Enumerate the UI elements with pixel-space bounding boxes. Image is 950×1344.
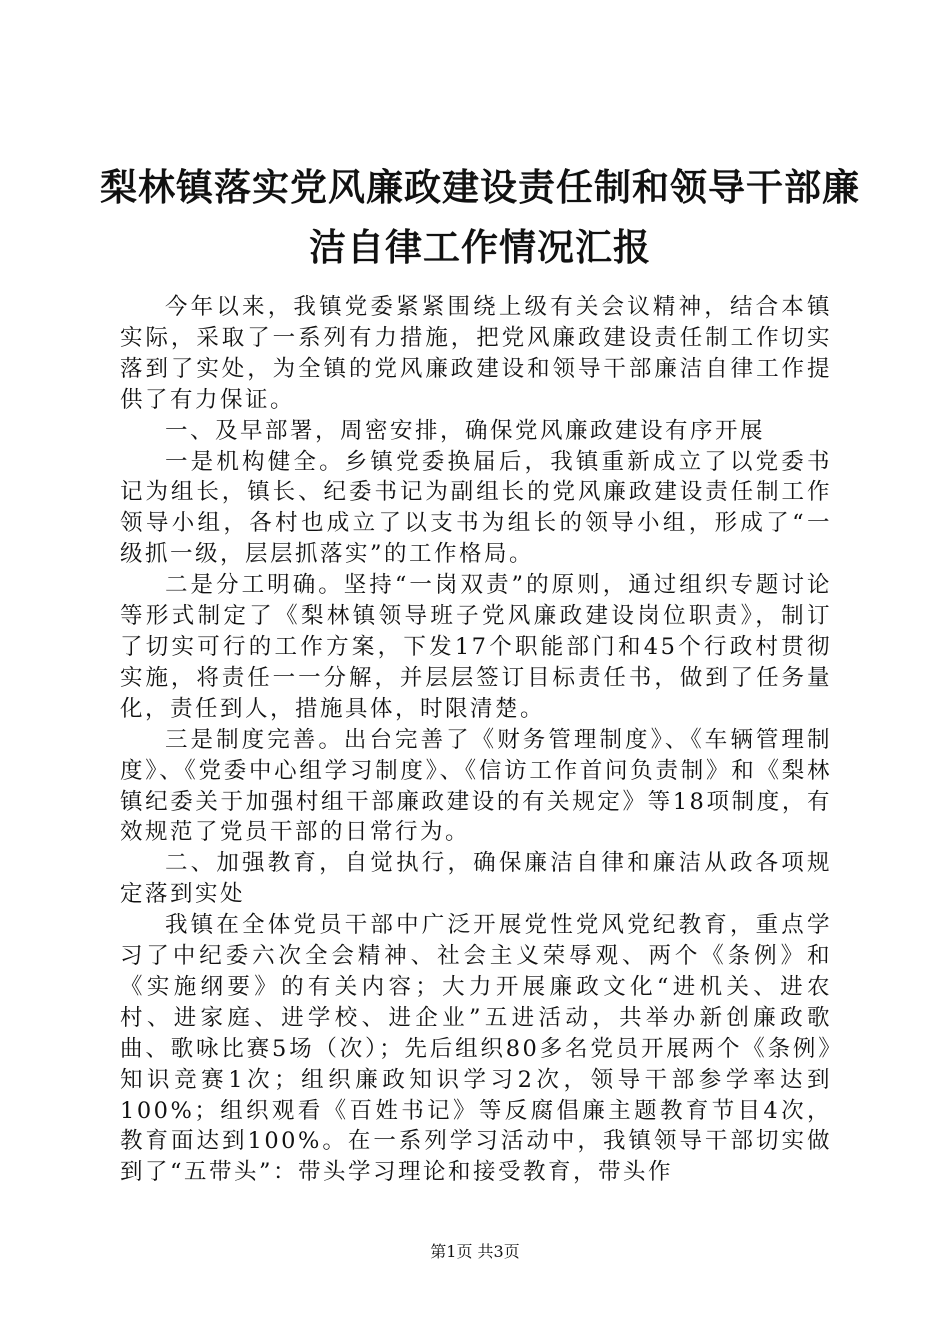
paragraph-organization: 一是机构健全。乡镇党委换届后，我镇重新成立了以党委书记为组长，镇长、纪委书记为副组长的党风廉政建设责任制工作领导小组，各村也成立了以支书为组长的领导小组，形成了“一级抓一级，层层抓落实”的工作格局。	[120, 448, 832, 568]
paragraph-division-of-labor: 二是分工明确。坚持“一岗双责”的原则，通过组织专题讨论等形式制定了《梨林镇领导班子党风廉政建设岗位职责》，制订了切实可行的工作方案，下发17个职能部门和45个行政村贯彻实施，将责任一一分解，并层层签订目标责任书，做到了任务量化，责任到人，措施具体，时限清楚。	[120, 572, 832, 722]
paragraph-system: 三是制度完善。出台完善了《财务管理制度》、《车辆管理制度》、《党委中心组学习制度》、《信访工作首问负责制》和《梨林镇纪委关于加强村组干部廉政建设的有关规定》等18项制度，有效规范了党员干部的日常行为。	[120, 726, 832, 846]
paragraph-education: 我镇在全体党员干部中广泛开展党性党风党纪教育，重点学习了中纪委六次全会精神、社会主义荣辱观、两个《条例》和《实施纲要》的有关内容；大力开展廉政文化“进机关、进农村、进家庭、进学校、进企业”五进活动，共举办新创廉政歌曲、歌咏比赛5场（次）；先后组织80多名党员开展两个《条例》知识竞赛1次；组织廉政知识学习2次，领导干部参学率达到100%；组织观看《百姓书记》等反腐倡廉主题教育节目4次，教育面达到100%。在一系列学习活动中，我镇领导干部切实做到了“五带头”：带头学习理论和接受教育，带头作	[120, 912, 832, 1186]
document-body	[120, 292, 832, 1188]
page-number-footer: 第1页 共3页	[430, 1242, 520, 1261]
section-heading-2: 二、加强教育，自觉执行，确保廉洁自律和廉洁从政各项规定落到实处	[120, 850, 832, 908]
section-heading-1: 一、及早部署，周密安排，确保党风廉政建设有序开展	[165, 417, 766, 444]
document-title: 梨林镇落实党风廉政建设责任制和领导干部廉洁自律工作情况汇报	[100, 166, 860, 269]
paragraph-intro: 今年以来，我镇党委紧紧围绕上级有关会议精神，结合本镇实际，采取了一系列有力措施，把党风廉政建设责任制工作切实落到了实处，为全镇的党风廉政建设和领导干部廉洁自律工作提供了有力保证。	[120, 294, 832, 413]
